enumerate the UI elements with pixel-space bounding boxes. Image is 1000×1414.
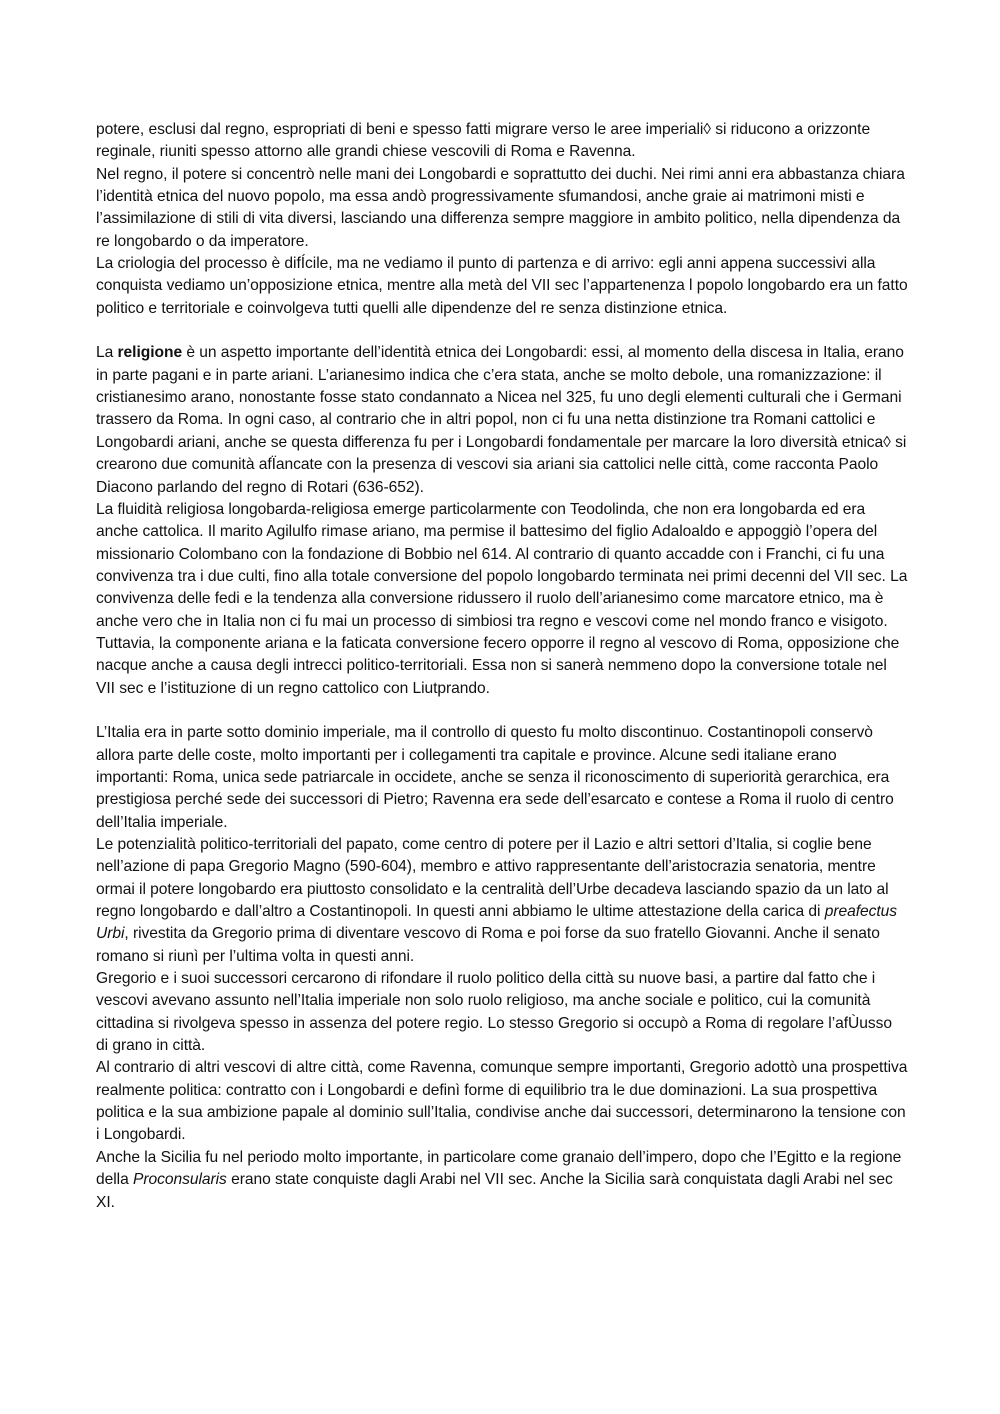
- text-run: Gregorio e i suoi successori cercarono di rifondare il ruolo politico della città su nuove basi, a partire dal fatto che i vescovi avevano assunto nell’Italia imperiale non solo ruolo religioso, ma anche sociale e politico, cui la comunità cittadina si rivolgeva spesso in assenza del potere regio. Lo stesso Gregorio si occupò a Roma di regolare l’afÙusso di grano in città.: [96, 970, 892, 1055]
- text-run: La criologia del processo è difÍcile, ma ne vediamo il punto di partenza e di arrivo: egli anni appena successivi alla conquista vediamo un’opposizione etnica, mentre alla metà del VII sec l’appartenenza l popolo longobardo era un fatto politico e territoriale e coinvolgeva tutti quelli alle dipendenze del re senza distinzione etnica.: [96, 255, 908, 317]
- paragraph: [96, 342, 908, 498]
- paragraph: [96, 968, 908, 1057]
- text-run: potere, esclusi dal regno, espropriati di beni e spesso fatti migrare verso le aree imperiali◊ si riducono a orizzonte reginale, riuniti spesso attorno alle grandi chiese vescovili di Roma e Ravenna.: [96, 121, 871, 161]
- text-run: Tuttavia, la componente ariana e la faticata conversione fecero opporre il regno al vescovo di Roma, opposizione che nacque anche a causa degli intrecci politico-territoriali. Essa non si sanerà nemmeno dopo la conversione totale nel VII sec e l’istituzione di un regno cattolico con Liutprando.: [96, 634, 900, 697]
- bold-term: religione: [117, 344, 183, 362]
- paragraph-spacer: [96, 320, 908, 342]
- text-run: Al contrario di altri vescovi di altre città, come Ravenna, comunque sempre importanti, Gregorio adottò una prospettiva realmente politica: contratto con i Longobardi e definì forme di equilibrio tra le due dominazioni. La sua prospettiva politica e la sua ambizione papale al dominio sull’Italia, condivise anche dai successori, determinarono la tensione con i Longobardi.: [96, 1059, 908, 1144]
- paragraph: [96, 164, 908, 253]
- paragraph-spacer: [96, 700, 908, 722]
- text-run: Anche la Sicilia fu nel periodo molto importante, in particolare come granaio dell’impero, dopo che l’Egitto e la regione della: [96, 1148, 902, 1189]
- document-body: [96, 119, 908, 1214]
- text-run: , rivestita da Gregorio prima di diventare vescovo di Roma e poi forse da suo fratello Giovanni. Anche il senato romano si riunì per l’ultima volta in questi anni.: [96, 925, 880, 965]
- paragraph: [96, 499, 908, 633]
- paragraph: [96, 1057, 908, 1146]
- italic-term: Proconsularis: [132, 1171, 227, 1189]
- text-run: La fluidità religiosa longobarda-religiosa emerge particolarmente con Teodolinda, che non era longobarda ed era anche cattolica. Il marito Agilulfo rimase ariano, ma permise il battesimo del figlio Adaloaldo e appoggiò l’opera del missionario Colombano con la fondazione di Bobbio nel 614. Al contrario di quanto accadde con i Franchi, ci fu una convivenza tra i due culti, fino alla totale conversione del popolo longobardo terminata nei primi decenni del VII sec. La convivenza delle fedi e la tendenza alla conversione ridussero il ruolo dell’arianesimo come marcatore etnico, ma è anche vero che in Italia non ci fu mai un processo di simbiosi tra regno e vescovi come nel mondo franco e visigoto.: [96, 500, 908, 630]
- paragraph: [96, 633, 908, 700]
- paragraph: [96, 119, 908, 164]
- text-run: L’Italia era in parte sotto dominio imperiale, ma il controllo di questo fu molto discontinuo. Costantinopoli conservò allora parte delle coste, molto importanti per i collegamenti tra capitale e province. Alcune sedi italiane erano importanti: Roma, unica sede patriarcale in occidete, anche se senza il riconoscimento di superiorità gerarchica, era prestigiosa perché sede dei successori di Pietro; Ravenna era sede dell’esarcato e contese a Roma il ruolo di centro dell’Italia imperiale.: [96, 724, 894, 831]
- text-run: erano state conquiste dagli Arabi nel VII sec. Anche la Sicilia sarà conquistata dagli Arabi nel sec XI.: [96, 1171, 893, 1211]
- paragraph: [96, 253, 908, 320]
- text-run: Nel regno, il potere si concentrò nelle mani dei Longobardi e soprattutto dei duchi. Nei rimi anni era abbastanza chiara l’identità etnica del nuovo popolo, ma essa andò progressivamente sfumandosi, anche graie ai matrimoni misti e l’assimilazione di stili di vita diversi, lasciando una differenza sempre maggiore in ambito politico, nella dipendenza da re longobardo o da imperatore.: [96, 165, 905, 250]
- text-run: La: [96, 344, 118, 362]
- paragraph: [96, 834, 908, 968]
- text-run: è un aspetto importante dell’identità etnica dei Longobardi: essi, al momento della discesa in Italia, erano in parte pagani e in parte ariani. L’arianesimo indica che c’era stata, anche se molto debole, una romanizzazione: il cristianesimo arano, nonostante fosse stato condannato a Nicea nel 325, fu uno degli elementi culturali che i Germani trassero da Roma. In ogni caso, al contrario che in altri popol, non ci fu una netta distinzione tra Romani cattolici e Longobardi ariani, anche se questa differenza fu per i Longobardi fondamentale per marcare la loro diversità etnica◊ si crearono due comunità afÏancate con la presenza di vescovi sia ariani sia cattolici nelle città, come racconta Paolo Diacono parlando del regno di Rotari (636-652).: [96, 344, 907, 496]
- italic-term: preafectus Urbi: [96, 903, 898, 943]
- paragraph: [96, 722, 908, 834]
- paragraph: [96, 1147, 908, 1214]
- text-run: Le potenzialità politico-territoriali del papato, come centro di potere per il Lazio e altri settori d’Italia, si coglie bene nell’azione di papa Gregorio Magno (590-604), membro e attivo rappresentante dell’aristocrazia senatoria, mentre ormai il potere longobardo era piuttosto consolidato e la centralità dell’Urbe decadeva lasciando spazio da un lato al regno longobardo e dall’altro a Costantinopoli. In questi anni abbiamo le ultime attestazione della carica di: [96, 836, 889, 921]
